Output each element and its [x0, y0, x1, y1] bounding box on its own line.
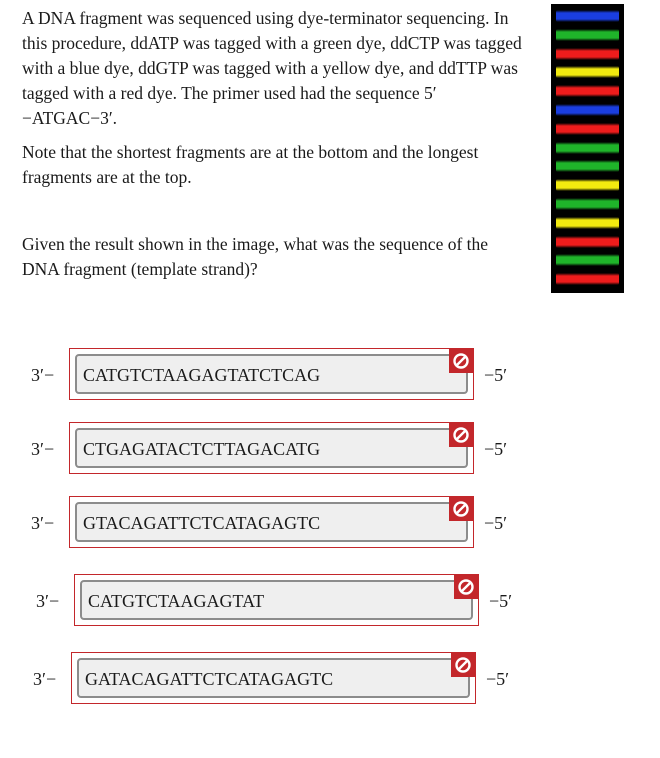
gel-band-green — [556, 29, 619, 41]
gel-band-blue — [556, 104, 619, 116]
gel-band-yellow — [556, 217, 619, 229]
prohibited-icon — [449, 423, 473, 447]
prohibited-icon — [454, 575, 478, 599]
gel-band-red — [556, 273, 619, 285]
gel-band-green — [556, 160, 619, 172]
remove-answer-button[interactable] — [454, 575, 478, 599]
choice-suffix: −5′ — [484, 365, 508, 385]
gel-band-green — [556, 142, 619, 154]
answer-option-4[interactable] — [74, 574, 479, 626]
choice-prefix: 3′− — [33, 669, 57, 689]
answer-text-box[interactable]: CTGAGATACTCTTAGACATG — [75, 428, 468, 468]
remove-answer-button[interactable] — [449, 497, 473, 521]
choice-suffix: −5′ — [486, 669, 510, 689]
choice-prefix: 3′− — [31, 513, 55, 533]
remove-answer-button[interactable] — [449, 423, 473, 447]
gel-band-green — [556, 254, 619, 266]
answer-choice — [31, 496, 521, 550]
remove-answer-button[interactable] — [449, 349, 473, 373]
gel-band-red — [556, 48, 619, 60]
choice-suffix: −5′ — [484, 439, 508, 459]
answer-choice — [33, 652, 523, 706]
choice-suffix: −5′ — [489, 591, 513, 611]
answer-text-box[interactable]: GATACAGATTCTCATAGAGTC — [77, 658, 470, 698]
choice-prefix: 3′− — [31, 365, 55, 385]
choice-prefix: 3′− — [31, 439, 55, 459]
gel-band-green — [556, 198, 619, 210]
question-paragraph-note: Note that the shortest fragments are at the bottom and the longest fragments are at the top. — [22, 142, 479, 187]
gel-band-red — [556, 236, 619, 248]
answer-text-box[interactable]: CATGTCTAAGAGTATCTCAG — [75, 354, 468, 394]
gel-band-yellow — [556, 179, 619, 191]
answer-choice — [31, 348, 521, 402]
choice-prefix: 3′− — [36, 591, 60, 611]
answer-option-1[interactable] — [69, 348, 474, 400]
prohibited-icon — [449, 349, 473, 373]
prohibited-icon — [449, 497, 473, 521]
question-text — [22, 6, 527, 291]
gel-band-blue — [556, 10, 619, 22]
answer-choice — [31, 422, 521, 476]
prohibited-icon — [451, 653, 475, 677]
remove-answer-button[interactable] — [451, 653, 475, 677]
gel-band-red — [556, 123, 619, 135]
answer-text-box[interactable]: CATGTCTAAGAGTAT — [80, 580, 473, 620]
question-paragraph-prompt: Given the result shown in the image, what was the sequence of the DNA fragment (template strand)? — [22, 234, 489, 279]
answer-option-5[interactable] — [71, 652, 476, 704]
sequencing-gel-image — [551, 4, 624, 293]
answer-choice — [36, 574, 526, 628]
answer-option-2[interactable] — [69, 422, 474, 474]
question-paragraph-procedure: A DNA fragment was sequenced using dye-terminator sequencing. In this procedure, ddATP was tagged with a green dye, ddCTP was tagged with a blue dye, ddGTP was tagged with a yellow dye, and ddTTP was tagged with a red dye. The primer used had the sequence 5′−ATGAC−3′. — [22, 8, 522, 128]
answer-text-box[interactable]: GTACAGATTCTCATAGAGTC — [75, 502, 468, 542]
gel-band-yellow — [556, 66, 619, 78]
choice-suffix: −5′ — [484, 513, 508, 533]
answer-option-3[interactable] — [69, 496, 474, 548]
gel-band-red — [556, 85, 619, 97]
